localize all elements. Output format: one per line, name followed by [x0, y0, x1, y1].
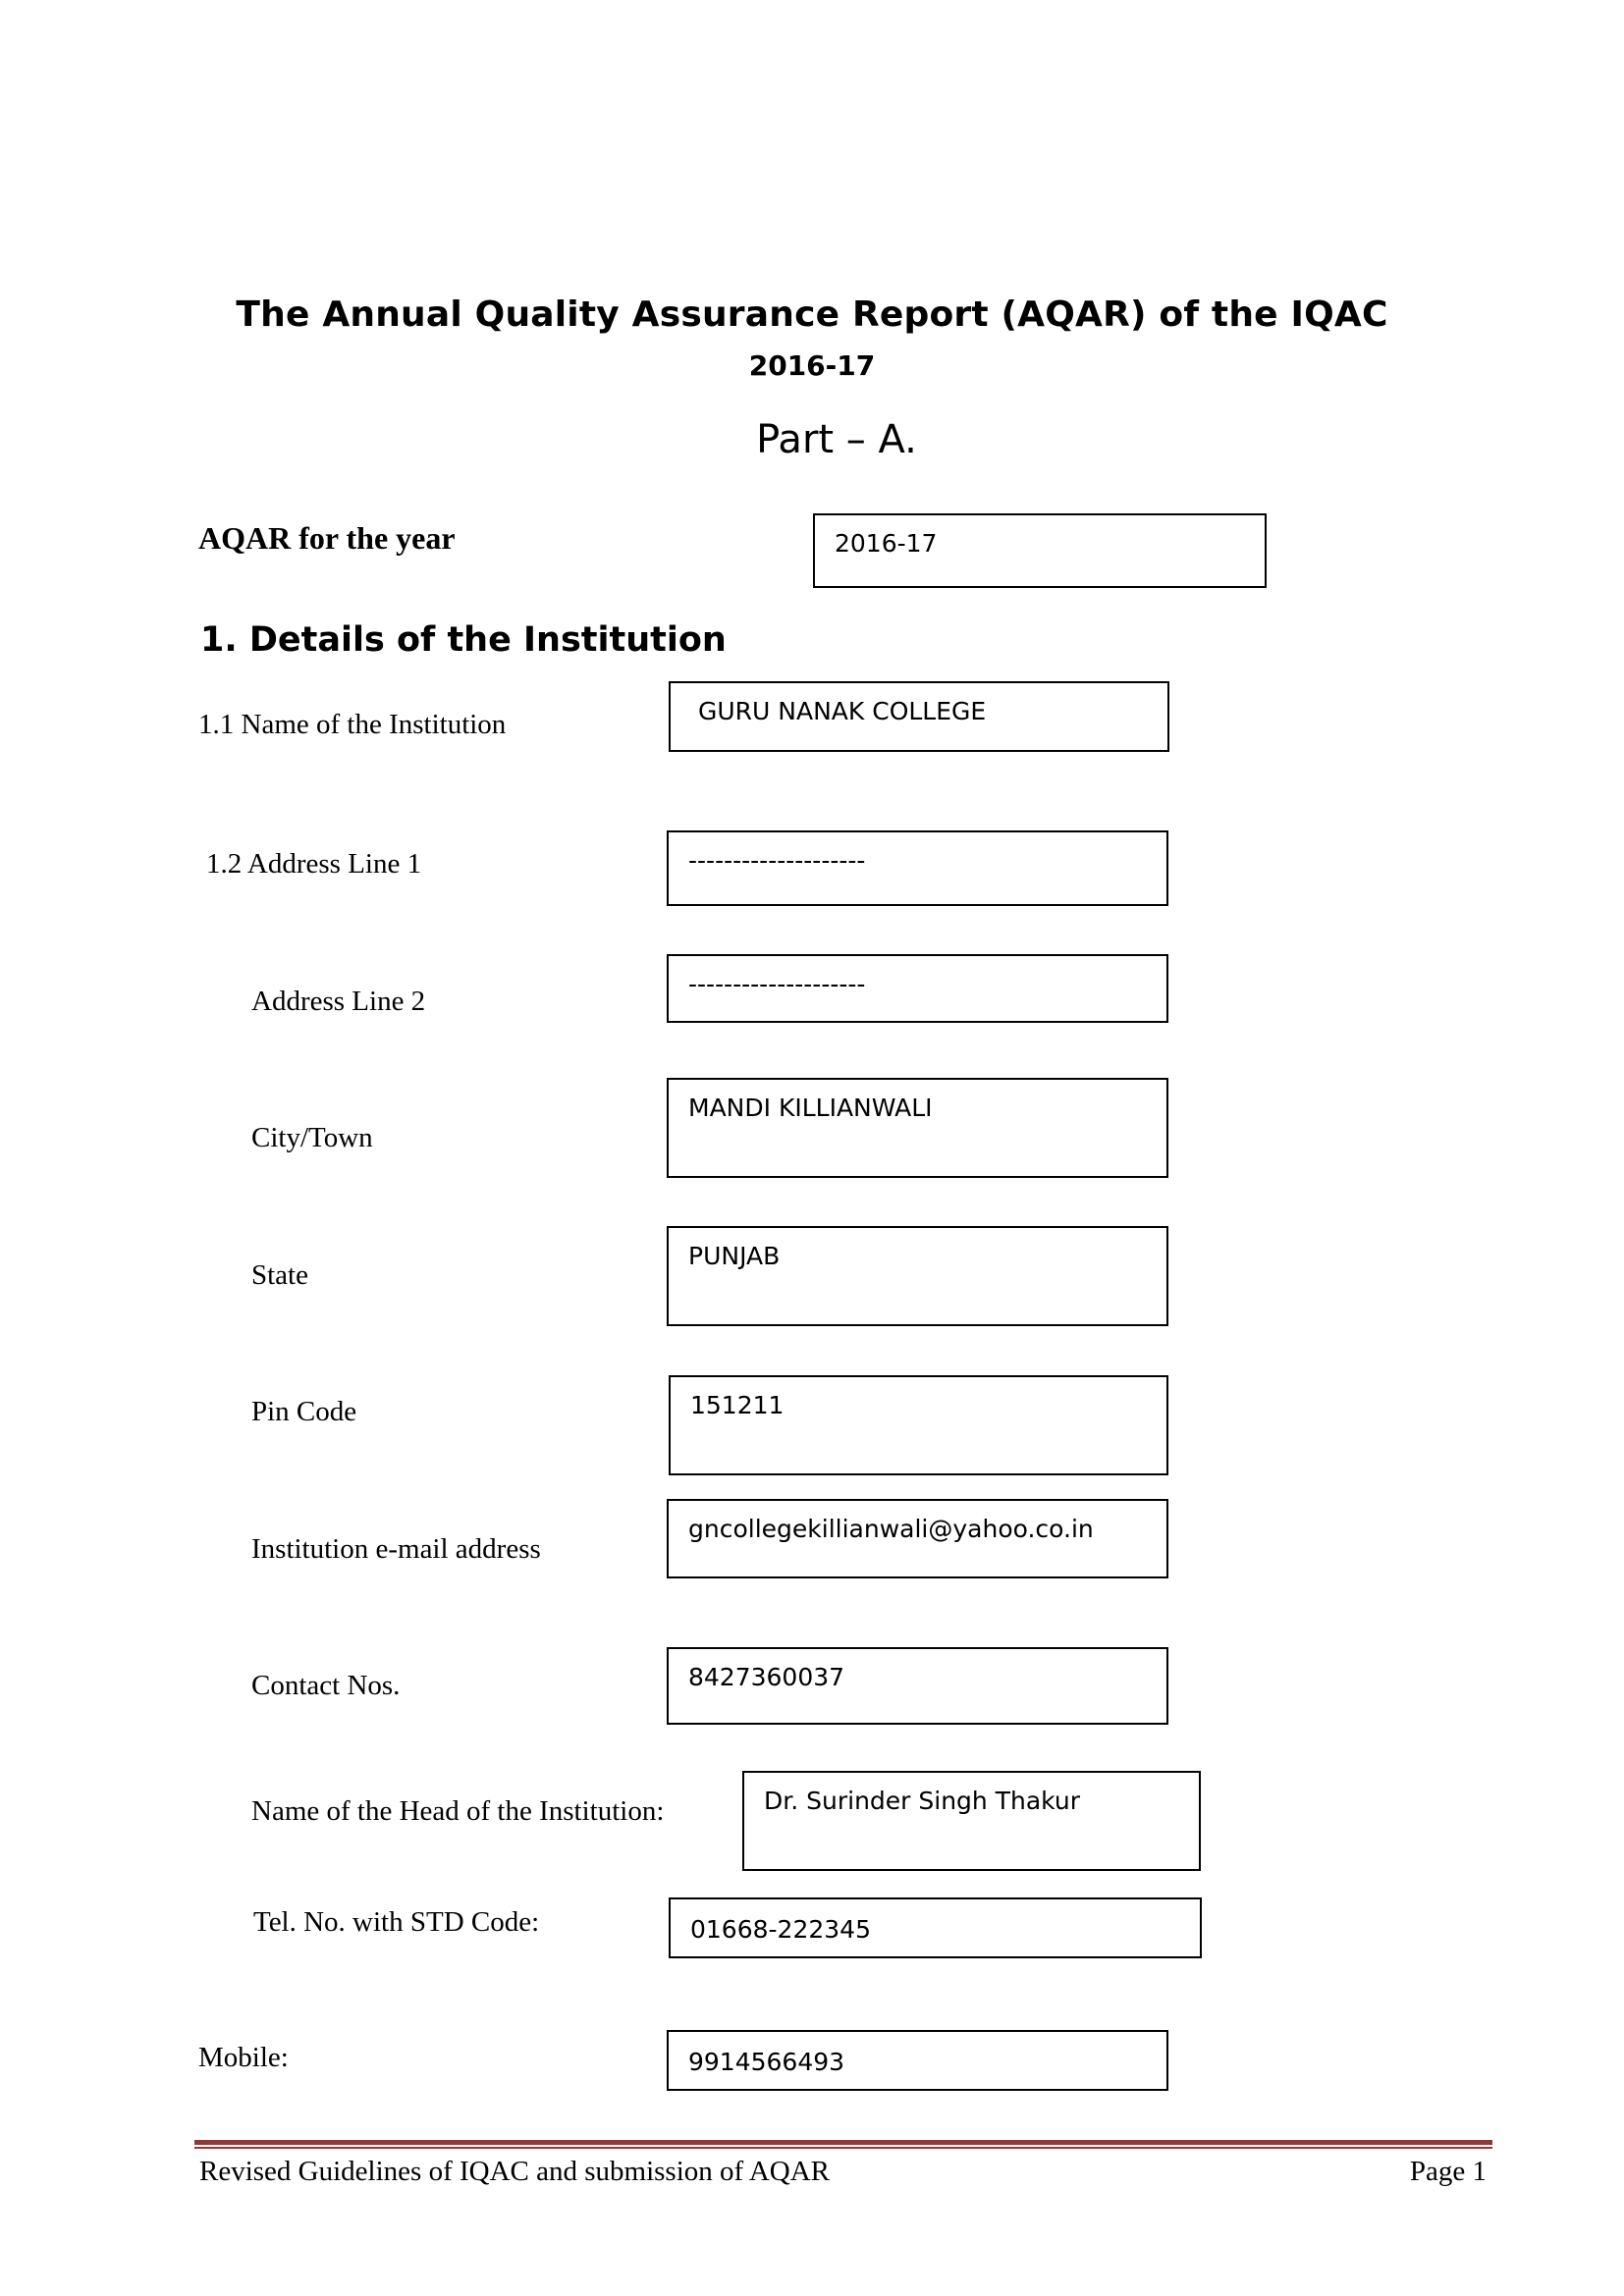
state-label: State: [251, 1259, 308, 1291]
report-title: The Annual Quality Assurance Report (AQAR) of the IQAC: [236, 294, 1388, 335]
city-label: City/Town: [251, 1122, 373, 1153]
page-number: Page 1: [1409, 2156, 1487, 2187]
pin-code-label: Pin Code: [251, 1396, 357, 1427]
address-line-1-field[interactable]: --------------------: [667, 830, 1168, 906]
contact-field[interactable]: 8427360037: [667, 1647, 1168, 1725]
address-line-1-label: 1.2 Address Line 1: [206, 848, 422, 880]
city-field[interactable]: MANDI KILLIANWALI: [667, 1078, 1168, 1178]
institution-name-field[interactable]: GURU NANAK COLLEGE: [669, 681, 1169, 752]
head-name-label: Name of the Head of the Institution:: [251, 1795, 665, 1827]
contact-label: Contact Nos.: [251, 1670, 401, 1701]
part-heading: Part – A.: [756, 417, 917, 462]
state-field[interactable]: PUNJAB: [667, 1226, 1168, 1326]
email-label: Institution e-mail address: [251, 1533, 541, 1565]
report-year: 2016-17: [748, 349, 876, 382]
mobile-label: Mobile:: [198, 2042, 289, 2073]
address-line-2-field[interactable]: --------------------: [667, 954, 1168, 1023]
institution-name-label: 1.1 Name of the Institution: [198, 709, 507, 740]
email-field[interactable]: gncollegekillianwali@yahoo.co.in: [667, 1499, 1168, 1578]
aqar-year-label: AQAR for the year: [198, 520, 456, 556]
section-title: 1. Details of the Institution: [200, 620, 727, 660]
mobile-field[interactable]: 9914566493: [667, 2030, 1168, 2091]
footer-text: Revised Guidelines of IQAC and submission of AQAR: [199, 2156, 830, 2187]
tel-field[interactable]: 01668-222345: [669, 1897, 1202, 1958]
tel-label: Tel. No. with STD Code:: [253, 1906, 540, 1938]
aqar-year-field[interactable]: 2016-17: [813, 513, 1267, 588]
address-line-2-label: Address Line 2: [251, 986, 426, 1017]
footer-divider: [194, 2140, 1492, 2145]
head-name-field[interactable]: Dr. Surinder Singh Thakur: [742, 1771, 1201, 1871]
pin-code-field[interactable]: 151211: [669, 1375, 1168, 1475]
footer-divider-thin: [194, 2147, 1492, 2149]
